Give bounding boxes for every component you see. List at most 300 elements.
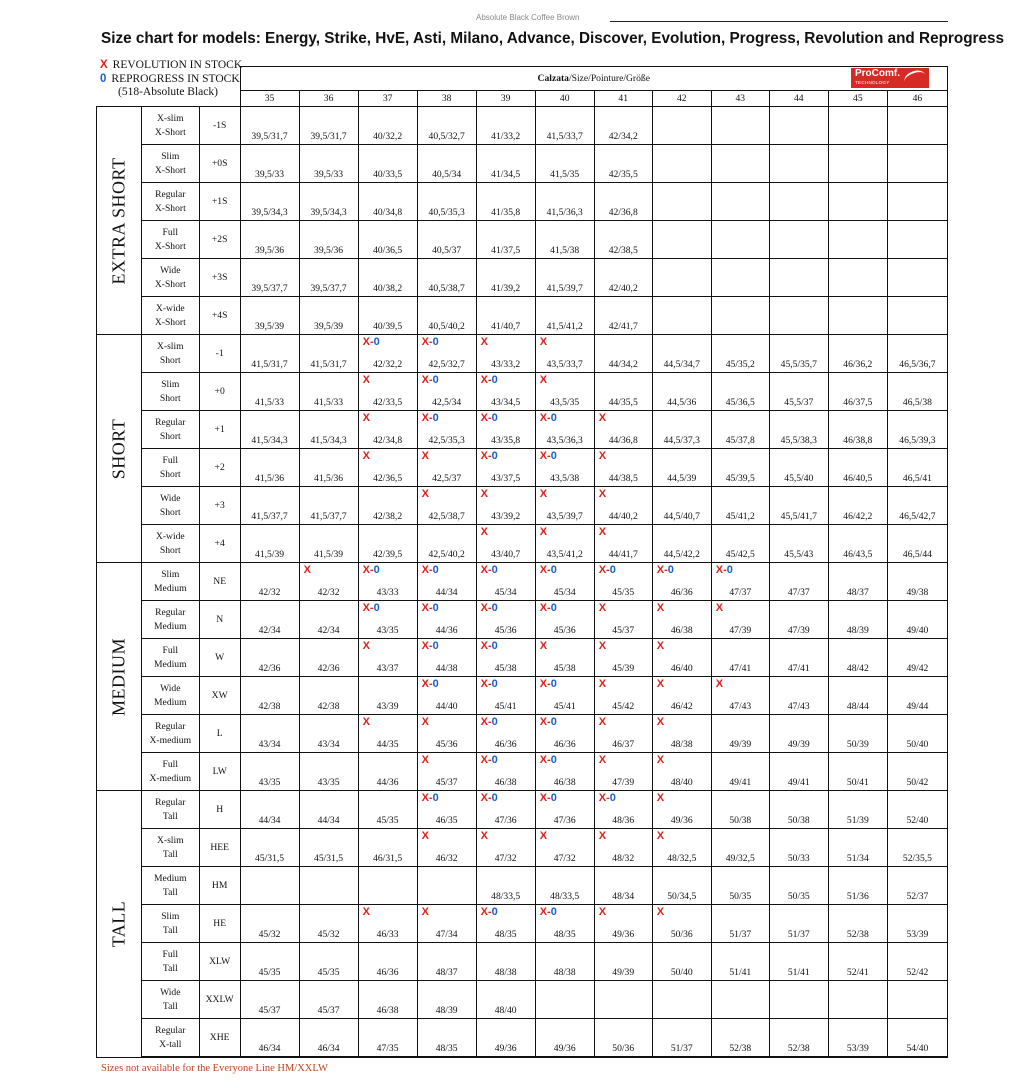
size-value: 46/38 bbox=[553, 777, 576, 788]
revolution-stock-icon: X bbox=[303, 564, 311, 576]
size-cell bbox=[828, 145, 887, 183]
fit-label-line: Tall bbox=[162, 810, 178, 822]
size-cell bbox=[299, 107, 358, 145]
revolution-stock-icon: X bbox=[539, 640, 548, 652]
revolution-mark-icon: X bbox=[100, 59, 108, 71]
size-value: 49/38 bbox=[906, 587, 929, 598]
reprogress-stock-icon: 0 bbox=[726, 564, 733, 576]
stock-marker bbox=[422, 602, 439, 614]
size-cell bbox=[417, 829, 476, 867]
stock-marker bbox=[422, 374, 439, 386]
size-value: 46/38 bbox=[376, 1005, 399, 1016]
size-cell bbox=[652, 183, 711, 221]
fit-label-line: X-Short bbox=[154, 164, 186, 176]
revolution-stock-icon: X bbox=[480, 716, 488, 728]
size-row bbox=[97, 373, 948, 411]
size-cell bbox=[358, 981, 417, 1019]
size-cell bbox=[769, 981, 828, 1019]
size-cell bbox=[769, 487, 828, 525]
size-cell bbox=[535, 867, 594, 905]
size-cell bbox=[711, 601, 769, 639]
stock-marker bbox=[540, 526, 547, 538]
marker-separator: - bbox=[428, 336, 433, 348]
reprogress-stock-icon: 0 bbox=[550, 906, 557, 918]
stock-marker bbox=[422, 906, 429, 918]
size-value: 51/37 bbox=[787, 929, 810, 940]
size-cell bbox=[476, 829, 535, 867]
width-code: NE bbox=[199, 563, 240, 601]
size-cell bbox=[594, 677, 652, 715]
size-cell bbox=[652, 715, 711, 753]
size-cell bbox=[769, 107, 828, 145]
size-value: 41/35,8 bbox=[491, 207, 521, 218]
reprogress-stock-icon: 0 bbox=[550, 412, 557, 424]
size-value: 48/38 bbox=[494, 967, 517, 978]
availability-footnote: Sizes not available for the Everyone Line HM/XXLW bbox=[101, 1063, 328, 1074]
size-cell bbox=[535, 981, 594, 1019]
size-cell bbox=[240, 411, 299, 449]
size-value: 42,5/35,3 bbox=[428, 435, 465, 446]
size-cell bbox=[240, 791, 299, 829]
size-value: 39,5/34,3 bbox=[251, 207, 288, 218]
length-group-label bbox=[97, 335, 142, 563]
size-cell bbox=[711, 297, 769, 335]
stock-marker bbox=[540, 830, 547, 842]
size-cell bbox=[417, 943, 476, 981]
size-cell bbox=[711, 905, 769, 943]
revolution-stock-icon: X bbox=[362, 602, 370, 614]
size-value: 45/36 bbox=[553, 625, 576, 636]
size-cell bbox=[476, 259, 535, 297]
size-cell bbox=[535, 639, 594, 677]
revolution-stock-icon: X bbox=[480, 412, 488, 424]
stock-marker bbox=[599, 412, 606, 424]
reprogress-stock-icon: 0 bbox=[550, 678, 557, 690]
legend-spacer-2 bbox=[97, 91, 241, 107]
fit-label-line: Regular bbox=[155, 720, 186, 732]
size-value: 45,5/41,7 bbox=[780, 511, 817, 522]
size-cell bbox=[358, 335, 417, 373]
marker-separator: - bbox=[547, 716, 551, 728]
revolution-stock-icon: X bbox=[598, 526, 607, 538]
legend-revolution-label: REVOLUTION IN STOCK bbox=[112, 59, 243, 71]
size-value: 49/41 bbox=[729, 777, 752, 788]
fit-label bbox=[141, 715, 199, 753]
size-value: 48/33,5 bbox=[491, 891, 521, 902]
reprogress-stock-icon: 0 bbox=[432, 602, 439, 614]
marker-separator: - bbox=[369, 564, 374, 576]
stock-marker bbox=[481, 336, 488, 348]
size-value: 41,5/31,7 bbox=[251, 359, 288, 370]
size-value: 46/42 bbox=[670, 701, 693, 712]
size-cell bbox=[711, 373, 769, 411]
size-cell bbox=[535, 449, 594, 487]
size-cell bbox=[417, 753, 476, 791]
size-value: 52/35,5 bbox=[902, 853, 932, 864]
reprogress-stock-icon: 0 bbox=[432, 564, 439, 576]
size-row bbox=[97, 601, 948, 639]
size-value: 49/36 bbox=[670, 815, 693, 826]
reprogress-stock-icon: 0 bbox=[491, 412, 498, 424]
size-value: 50/34,5 bbox=[667, 891, 697, 902]
revolution-stock-icon: X bbox=[362, 374, 370, 386]
size-cell bbox=[887, 867, 947, 905]
size-cell bbox=[240, 829, 299, 867]
size-cell bbox=[240, 943, 299, 981]
size-cell bbox=[358, 829, 417, 867]
fit-label-line: X-slim bbox=[156, 340, 184, 352]
size-cell bbox=[535, 791, 594, 829]
stock-marker bbox=[481, 830, 488, 842]
size-cell bbox=[828, 943, 887, 981]
stock-marker bbox=[540, 906, 557, 918]
size-cell bbox=[887, 145, 947, 183]
marker-separator: - bbox=[488, 602, 492, 614]
size-value: 45,5/37 bbox=[784, 397, 814, 408]
size-cell bbox=[240, 867, 299, 905]
size-value: 45/42,5 bbox=[725, 549, 755, 560]
reprogress-stock-icon: 0 bbox=[373, 602, 380, 614]
size-value: 52/40 bbox=[906, 815, 929, 826]
size-value: 48/35 bbox=[553, 929, 576, 940]
reprogress-stock-icon: 0 bbox=[432, 412, 439, 424]
size-value: 45/35 bbox=[376, 815, 399, 826]
stock-marker bbox=[422, 716, 429, 728]
size-cell bbox=[299, 449, 358, 487]
fit-label-line: Full bbox=[162, 758, 179, 770]
width-code: +1 bbox=[199, 411, 240, 449]
size-cell bbox=[711, 107, 769, 145]
fit-label-line: Short bbox=[159, 468, 181, 480]
marker-separator: - bbox=[488, 374, 492, 386]
stock-marker bbox=[481, 488, 488, 500]
size-cell bbox=[476, 449, 535, 487]
size-value: 45/37 bbox=[317, 1005, 340, 1016]
size-cell bbox=[652, 297, 711, 335]
stock-marker bbox=[422, 336, 439, 348]
size-value: 40/38,2 bbox=[373, 283, 403, 294]
size-cell bbox=[769, 335, 828, 373]
stock-marker bbox=[540, 640, 547, 652]
size-cell bbox=[887, 183, 947, 221]
size-value: 39,5/39 bbox=[255, 321, 285, 332]
size-cell bbox=[240, 183, 299, 221]
reprogress-stock-icon: 0 bbox=[491, 754, 498, 766]
fit-label-line: Full bbox=[162, 226, 179, 238]
reprogress-stock-icon: 0 bbox=[550, 602, 557, 614]
size-cell bbox=[828, 563, 887, 601]
size-cell bbox=[828, 791, 887, 829]
size-cell bbox=[887, 981, 947, 1019]
size-cell bbox=[535, 259, 594, 297]
size-cell bbox=[594, 563, 652, 601]
width-code: +4 bbox=[199, 525, 240, 563]
revolution-stock-icon: X bbox=[421, 716, 429, 728]
size-cell bbox=[711, 145, 769, 183]
stock-marker bbox=[716, 564, 733, 576]
size-value: 43/37,5 bbox=[491, 473, 521, 484]
size-value: 51/39 bbox=[846, 815, 869, 826]
size-cell bbox=[476, 791, 535, 829]
size-row bbox=[97, 449, 948, 487]
revolution-stock-icon: X bbox=[421, 640, 429, 652]
size-value: 42/32 bbox=[258, 587, 281, 598]
size-cell bbox=[358, 943, 417, 981]
size-value: 39,5/39 bbox=[314, 321, 344, 332]
fit-label-line: X-Short bbox=[154, 316, 186, 328]
fit-label-line: Wide bbox=[160, 986, 181, 998]
size-cell bbox=[887, 487, 947, 525]
revolution-stock-icon: X bbox=[480, 602, 488, 614]
size-value: 44,5/37,3 bbox=[663, 435, 700, 446]
size-value: 45/41 bbox=[494, 701, 517, 712]
size-cell bbox=[535, 943, 594, 981]
revolution-stock-icon: X bbox=[480, 374, 488, 386]
size-cell bbox=[887, 715, 947, 753]
stock-marker bbox=[481, 374, 498, 386]
size-row bbox=[97, 411, 948, 449]
revolution-stock-icon: X bbox=[598, 678, 607, 690]
size-value: 49/39 bbox=[787, 739, 810, 750]
size-cell bbox=[299, 373, 358, 411]
fit-label-line: Medium bbox=[154, 658, 187, 670]
revolution-stock-icon: X bbox=[362, 336, 370, 348]
size-cell bbox=[476, 943, 535, 981]
size-value: 51/41 bbox=[729, 967, 752, 978]
fit-label-line: Slim bbox=[161, 910, 180, 922]
stock-marker bbox=[422, 450, 429, 462]
size-cell bbox=[652, 449, 711, 487]
size-value: 46/37 bbox=[612, 739, 635, 750]
size-cell bbox=[240, 107, 299, 145]
size-value: 46,5/41 bbox=[902, 473, 932, 484]
logo-swoosh-icon bbox=[902, 68, 928, 90]
stock-marker bbox=[481, 716, 498, 728]
size-cell bbox=[476, 601, 535, 639]
length-group-text: EXTRA SHORT bbox=[108, 157, 129, 284]
size-column-header: 41 bbox=[594, 91, 652, 107]
size-cell bbox=[652, 411, 711, 449]
width-code: +0S bbox=[199, 145, 240, 183]
size-cell bbox=[358, 145, 417, 183]
stock-marker bbox=[540, 488, 547, 500]
size-row bbox=[97, 297, 948, 335]
size-value: 46/33 bbox=[376, 929, 399, 940]
size-value: 50/42 bbox=[906, 777, 929, 788]
stock-marker bbox=[363, 374, 370, 386]
size-cell bbox=[887, 221, 947, 259]
size-value: 45,5/43 bbox=[784, 549, 814, 560]
size-value: 42,5/32,7 bbox=[428, 359, 465, 370]
size-cell bbox=[417, 487, 476, 525]
size-value: 44/36,8 bbox=[608, 435, 638, 446]
fit-label bbox=[141, 373, 199, 411]
marker-separator: - bbox=[488, 564, 492, 576]
size-header-bold: Calzata bbox=[537, 73, 569, 84]
fit-label-line: X-Short bbox=[154, 278, 186, 290]
size-value: 43/40,7 bbox=[491, 549, 521, 560]
size-value: 45/35 bbox=[258, 967, 281, 978]
size-cell bbox=[358, 297, 417, 335]
size-cell bbox=[299, 487, 358, 525]
size-cell bbox=[535, 373, 594, 411]
revolution-stock-icon: X bbox=[539, 792, 548, 804]
size-value: 45/32 bbox=[258, 929, 281, 940]
revolution-stock-icon: X bbox=[539, 716, 548, 728]
fit-label-line: Regular bbox=[155, 416, 186, 428]
size-row bbox=[97, 259, 948, 297]
stock-marker bbox=[363, 602, 380, 614]
fit-label-line: Tall bbox=[162, 1000, 178, 1012]
size-value: 42,5/34 bbox=[432, 397, 462, 408]
size-value: 41,5/33,7 bbox=[546, 131, 583, 142]
size-cell bbox=[711, 563, 769, 601]
size-row bbox=[97, 829, 948, 867]
width-code: HM bbox=[199, 867, 240, 905]
length-group-label bbox=[97, 791, 142, 1058]
size-cell bbox=[594, 601, 652, 639]
size-value: 48/37 bbox=[846, 587, 869, 598]
size-cell bbox=[240, 259, 299, 297]
size-row bbox=[97, 905, 948, 943]
size-cell bbox=[299, 981, 358, 1019]
size-cell bbox=[828, 525, 887, 563]
size-value: 43/34,5 bbox=[491, 397, 521, 408]
size-cell bbox=[417, 867, 476, 905]
fit-label bbox=[141, 335, 199, 373]
fit-label-line: X-medium bbox=[149, 734, 192, 746]
marker-separator: - bbox=[547, 678, 551, 690]
reprogress-stock-icon: 0 bbox=[491, 450, 498, 462]
fit-label bbox=[141, 183, 199, 221]
size-cell bbox=[299, 525, 358, 563]
size-cell bbox=[711, 487, 769, 525]
size-value: 41/34,5 bbox=[491, 169, 521, 180]
fit-label-line: Slim bbox=[161, 150, 180, 162]
stock-marker bbox=[657, 906, 664, 918]
size-cell bbox=[828, 753, 887, 791]
size-value: 48/39 bbox=[846, 625, 869, 636]
stock-marker bbox=[657, 640, 664, 652]
size-value: 50/38 bbox=[729, 815, 752, 826]
size-cell bbox=[594, 297, 652, 335]
size-value: 45,5/35,7 bbox=[780, 359, 817, 370]
size-cell bbox=[417, 677, 476, 715]
size-value: 45/32 bbox=[317, 929, 340, 940]
size-cell bbox=[652, 107, 711, 145]
size-value: 43,5/36,3 bbox=[546, 435, 583, 446]
size-value: 46/34 bbox=[317, 1043, 340, 1054]
marker-separator: - bbox=[723, 564, 727, 576]
marker-separator: - bbox=[547, 792, 551, 804]
size-value: 53/39 bbox=[906, 929, 929, 940]
revolution-stock-icon: X bbox=[480, 488, 488, 500]
fit-label-line: Short bbox=[159, 392, 181, 404]
size-value: 48/32 bbox=[612, 853, 635, 864]
reprogress-stock-icon: 0 bbox=[550, 792, 557, 804]
size-value: 41,5/34,3 bbox=[251, 435, 288, 446]
size-value: 50/35 bbox=[729, 891, 752, 902]
revolution-stock-icon: X bbox=[539, 450, 548, 462]
size-cell bbox=[476, 487, 535, 525]
fit-label bbox=[141, 791, 199, 829]
size-cell bbox=[535, 563, 594, 601]
size-cell bbox=[769, 715, 828, 753]
size-column-header: 38 bbox=[417, 91, 476, 107]
size-column-header: 35 bbox=[240, 91, 299, 107]
procomf-logo bbox=[851, 68, 929, 88]
fit-label-line: Full bbox=[162, 948, 179, 960]
size-cell bbox=[828, 411, 887, 449]
size-cell bbox=[299, 601, 358, 639]
size-value: 42/35,5 bbox=[608, 169, 638, 180]
size-value: 50/39 bbox=[846, 739, 869, 750]
size-column-header: 43 bbox=[711, 91, 769, 107]
stock-marker bbox=[363, 336, 380, 348]
fit-label-line: Wide bbox=[160, 682, 181, 694]
stock-marker bbox=[363, 412, 370, 424]
size-cell bbox=[769, 1019, 828, 1058]
stock-marker bbox=[599, 640, 606, 652]
fit-label-line: X-Short bbox=[154, 126, 186, 138]
fit-label bbox=[141, 829, 199, 867]
size-cell bbox=[828, 487, 887, 525]
size-cell bbox=[594, 335, 652, 373]
reprogress-stock-icon: 0 bbox=[491, 602, 498, 614]
size-cell bbox=[594, 1019, 652, 1058]
size-value: 39,5/37,7 bbox=[251, 283, 288, 294]
size-value: 45/34 bbox=[494, 587, 517, 598]
fit-label bbox=[141, 487, 199, 525]
revolution-stock-icon: X bbox=[656, 640, 665, 652]
size-cell bbox=[887, 601, 947, 639]
size-value: 42/38 bbox=[258, 701, 281, 712]
revolution-stock-icon: X bbox=[480, 564, 488, 576]
size-value: 45/41 bbox=[553, 701, 576, 712]
size-value: 44/34,2 bbox=[608, 359, 638, 370]
size-value: 50/40 bbox=[906, 739, 929, 750]
size-value: 41/37,5 bbox=[491, 245, 521, 256]
size-cell bbox=[652, 943, 711, 981]
marker-separator: - bbox=[369, 336, 374, 348]
revolution-stock-icon: X bbox=[539, 678, 548, 690]
stock-marker bbox=[540, 564, 557, 576]
revolution-stock-icon: X bbox=[421, 412, 429, 424]
size-cell bbox=[594, 867, 652, 905]
size-cell bbox=[299, 867, 358, 905]
size-value: 39,5/36 bbox=[255, 245, 285, 256]
size-cell bbox=[769, 905, 828, 943]
size-cell bbox=[358, 563, 417, 601]
size-value: 41,5/33 bbox=[255, 397, 285, 408]
size-value: 45/34 bbox=[553, 587, 576, 598]
stock-marker bbox=[540, 450, 557, 462]
fit-label bbox=[141, 107, 199, 145]
fit-label-line: Regular bbox=[155, 796, 186, 808]
reprogress-stock-icon: 0 bbox=[491, 716, 498, 728]
size-value: 44/34 bbox=[317, 815, 340, 826]
stock-marker bbox=[540, 716, 557, 728]
size-value: 49/39 bbox=[729, 739, 752, 750]
fit-label bbox=[141, 1019, 199, 1058]
size-cell bbox=[535, 677, 594, 715]
revolution-stock-icon: X bbox=[421, 830, 429, 842]
stock-marker bbox=[657, 602, 664, 614]
size-cell bbox=[299, 259, 358, 297]
size-cell bbox=[652, 601, 711, 639]
size-row bbox=[97, 867, 948, 905]
size-value: 47/35 bbox=[376, 1043, 399, 1054]
